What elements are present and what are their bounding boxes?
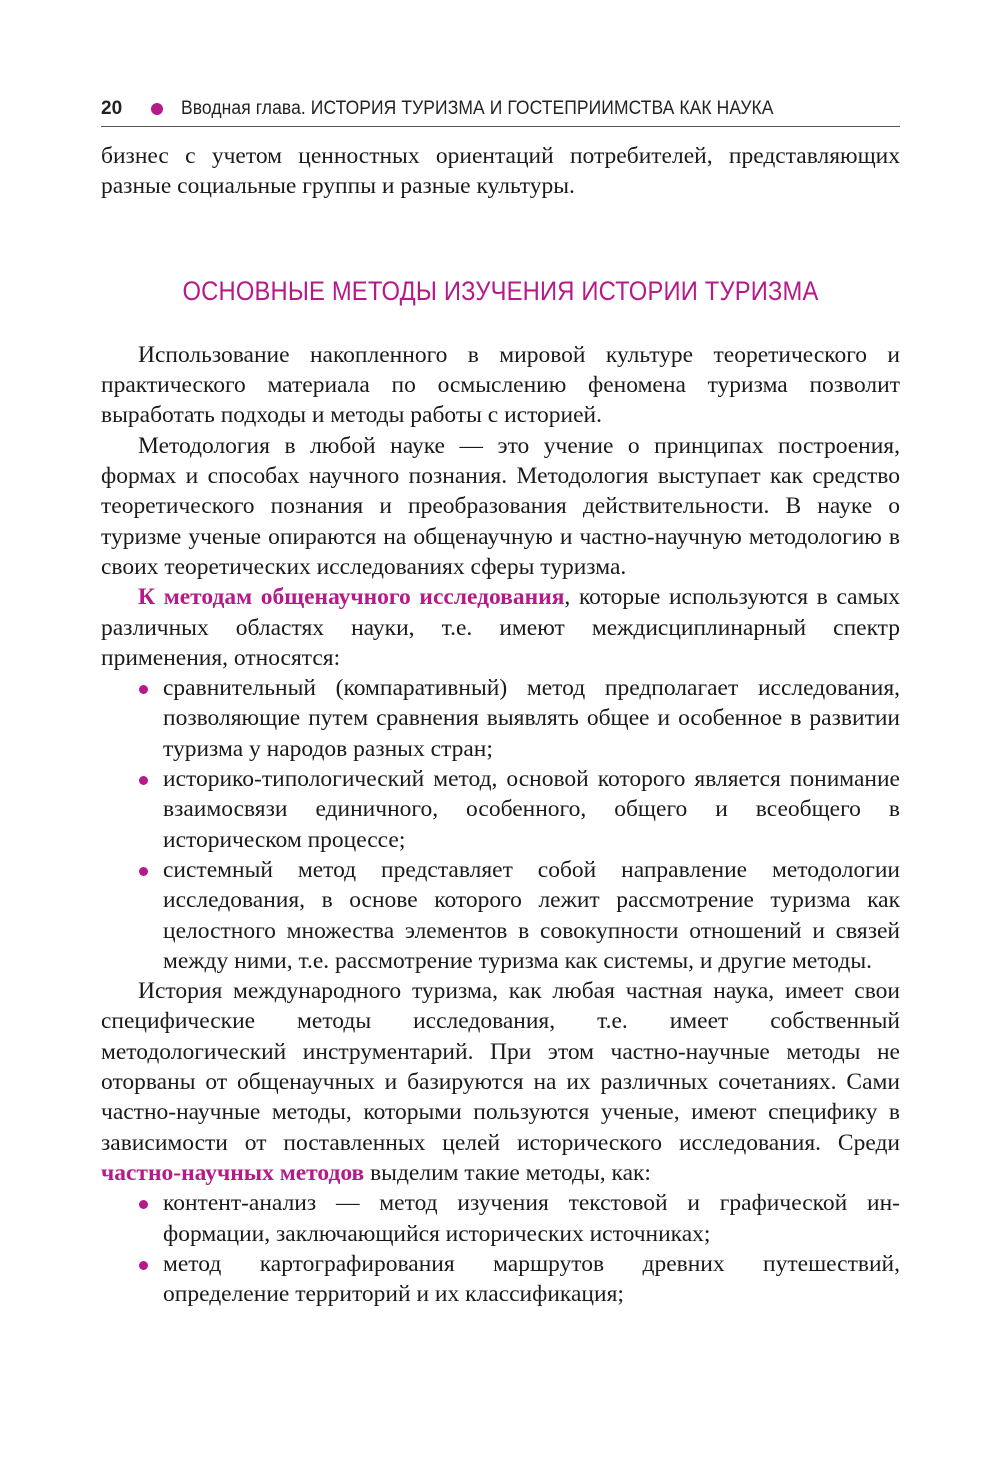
paragraph: Использование накопленного в мировой культуре теоретического и практического материала по осмыслению феномена туризма позволит выработать подходы и методы работы с историей. <box>101 341 900 429</box>
list-item: системный метод представляет собой направление методологии исследования, в основе которого лежит рассмотрение туризма как целостного множества элементов в совокупности отношений и связей между ними, т.е. рассмотрение туризма как системы, и другие методы. <box>163 855 900 976</box>
paragraph: Методология в любой науке — это учение о принципах построения, формах и способах научного познания. Методология выступает как средство теоретического познания и преобразования действительности. В науке о туризме ученые опираются на общенаучную и частно-научную методологию в своих теоретических исследованиях сферы туризма. <box>101 432 900 580</box>
paragraph <box>101 582 900 673</box>
paragraph-text: выделим такие методы, как: <box>364 1159 651 1186</box>
paragraph-text: История международного туризма, как любая частная наука, имеет свои специфические методы исследования, т.е. имеет собственный методологический инструментарий. При этом частно-научные методы не оторваны от общенаучных и базируются на их различных сочетаниях. Сами частно-научные методы, которыми пользуются ученые, имеют специфику в зависимости от поставленных целей исторического исследования. Среди <box>101 978 900 1156</box>
page-number: 20 <box>101 98 123 119</box>
general-methods-list <box>101 673 900 976</box>
section-heading: ОСНОВНЫЕ МЕТОДЫ ИЗУЧЕНИЯ ИСТОРИИ ТУРИЗМА <box>182 275 819 306</box>
continuation-paragraph: бизнес с учетом ценностных ориентаций потребителей, представляющих разные социальные группы и разные культуры. <box>101 143 900 200</box>
specific-methods-list <box>101 1188 900 1309</box>
chapter-title: Вводная глава. ИСТОРИЯ ТУРИЗМА И ГОСТЕПРИИМСТВА КАК НАУКА <box>181 98 774 119</box>
highlighted-term: частно-научных методов <box>101 1159 365 1186</box>
header-dot-icon <box>151 103 163 115</box>
running-header <box>101 92 900 127</box>
paragraph-text: , которые используются в самых различных областях науки, т.е. имеют междисциплинарный спектр применения, относятся: <box>101 584 901 671</box>
page <box>101 92 900 1309</box>
list-item: сравнительный (компаративный) метод предполагает исследования, позволяющие путем сравнения выявлять общее и особенное в развитии туризма у народов разных стран; <box>163 673 900 764</box>
paragraph <box>101 976 900 1188</box>
list-item: контент-анализ — метод изучения текстовой и графической информации, заключающийся исторических источниках; <box>163 1188 900 1249</box>
list-item: метод картографирования маршрутов древних путешествий, определение территорий и их классификация; <box>163 1249 900 1310</box>
body-text <box>101 141 900 1309</box>
list-item: историко-типологический метод, основой которого является понимание взаимосвязи единичного, особенного, общего и всеобщего в историческом процессе; <box>163 764 900 855</box>
highlighted-term: К методам общенаучного исследования <box>138 584 565 611</box>
